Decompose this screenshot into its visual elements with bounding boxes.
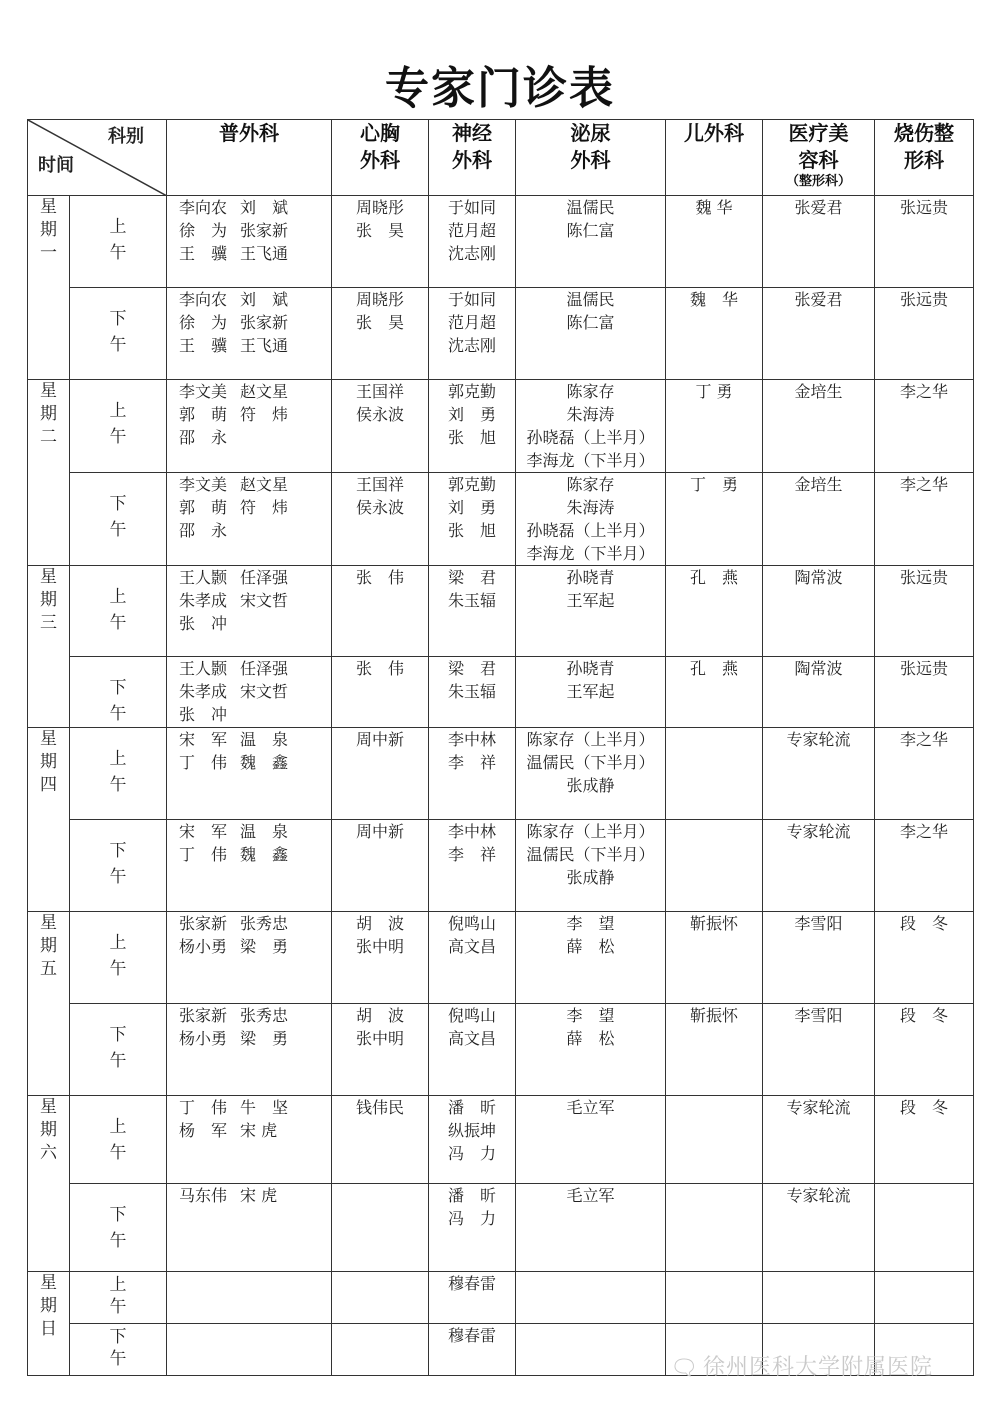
doctor-names: 金培生 xyxy=(794,382,843,401)
doctor-names: 倪鸣山 高文昌 xyxy=(447,1006,496,1048)
doctor-cell-burn xyxy=(875,196,974,288)
doctor-cell-ped xyxy=(666,912,763,1004)
weekday-cell xyxy=(28,196,70,380)
half-day-label: 上午 xyxy=(109,1117,127,1163)
weekday-cell xyxy=(28,566,70,728)
doctor-cell-burn xyxy=(875,1272,974,1324)
doctor-cell-cos xyxy=(763,473,875,566)
watermark xyxy=(670,1350,933,1381)
half-day-cell xyxy=(70,473,167,566)
doctor-names: 张 伟 xyxy=(355,659,404,678)
doctor-cell-neuro xyxy=(429,912,516,1004)
department-name-line2: 外科 xyxy=(452,148,492,172)
doctor-cell-uro xyxy=(516,1272,666,1324)
doctor-cell-burn xyxy=(875,473,974,566)
session-row xyxy=(28,1184,974,1272)
doctor-names: 于如同 范月超 沈志刚 xyxy=(447,198,496,263)
doctor-cell-chest xyxy=(332,473,429,566)
department-name-line1: 神经 xyxy=(452,121,492,145)
header-corner xyxy=(28,120,167,196)
doctor-cell-gen xyxy=(167,196,332,288)
department-name-line2: 外科 xyxy=(360,148,400,172)
doctor-cell-neuro xyxy=(429,657,516,728)
doctor-names: 专家轮流 xyxy=(786,1186,851,1205)
doctor-names: 温儒民 陈仁富 xyxy=(566,290,615,332)
doctor-names: 李文美 赵文星 郭 萌 符 炜 邵 永 xyxy=(179,475,289,540)
doctor-names: 陈家存（上半月） 温儒民（下半月） 张成静 xyxy=(526,822,655,887)
doctor-names: 李 望 薛 松 xyxy=(566,914,615,956)
doctor-names: 周中新 xyxy=(355,730,404,749)
doctor-names: 李文美 赵文星 郭 萌 符 炜 邵 永 xyxy=(179,382,289,447)
doctor-cell-gen xyxy=(167,912,332,1004)
doctor-names: 魏 华 xyxy=(689,290,738,309)
half-day-cell xyxy=(70,1272,167,1324)
half-day-label: 下午 xyxy=(109,678,127,724)
weekday-cell xyxy=(28,912,70,1096)
doctor-cell-burn xyxy=(875,566,974,657)
doctor-cell-burn xyxy=(875,1004,974,1096)
half-day-cell xyxy=(70,566,167,657)
doctor-names: 陈家存（上半月） 温儒民（下半月） 张成静 xyxy=(526,730,655,795)
doctor-cell-ped xyxy=(666,657,763,728)
half-day-cell xyxy=(70,912,167,1004)
doctor-cell-chest xyxy=(332,728,429,820)
doctor-cell-cos xyxy=(763,566,875,657)
department-name-line1: 心胸 xyxy=(360,121,400,145)
session-row xyxy=(28,657,974,728)
doctor-names: 王国祥 侯永波 xyxy=(355,382,404,424)
doctor-cell-ped xyxy=(666,1004,763,1096)
doctor-cell-gen xyxy=(167,380,332,473)
doctor-cell-uro xyxy=(516,912,666,1004)
session-row xyxy=(28,473,974,566)
half-day-label: 下午 xyxy=(109,1205,127,1251)
doctor-names: 李之华 xyxy=(899,382,948,401)
doctor-cell-burn xyxy=(875,1096,974,1184)
doctor-names: 张家新 张秀忠 杨小勇 梁 勇 xyxy=(179,914,289,956)
doctor-names: 穆春雷 xyxy=(447,1326,496,1345)
doctor-cell-gen xyxy=(167,820,332,912)
session-row xyxy=(28,566,974,657)
doctor-names: 专家轮流 xyxy=(786,1098,851,1117)
corner-label-time: 时间 xyxy=(38,155,74,176)
department-header-4 xyxy=(666,120,763,196)
doctor-names: 李雪阳 xyxy=(794,914,843,933)
session-row xyxy=(28,820,974,912)
doctor-names: 郭克勤 刘 勇 张 旭 xyxy=(447,475,496,540)
department-name-line1: 医疗美 xyxy=(788,121,849,145)
doctor-cell-ped xyxy=(666,196,763,288)
doctor-cell-chest xyxy=(332,1324,429,1376)
doctor-cell-uro xyxy=(516,728,666,820)
doctor-names: 丁 勇 xyxy=(689,475,738,494)
weekday-label: 星期日 xyxy=(40,1273,57,1339)
half-day-cell xyxy=(70,1184,167,1272)
doctor-names: 孙晓青 王军起 xyxy=(566,568,615,610)
doctor-names: 胡 波 张中明 xyxy=(355,914,404,956)
doctor-cell-neuro xyxy=(429,1272,516,1324)
doctor-names: 穆春雷 xyxy=(447,1274,496,1293)
doctor-cell-burn xyxy=(875,380,974,473)
doctor-cell-uro xyxy=(516,1324,666,1376)
doctor-cell-cos xyxy=(763,288,875,380)
doctor-names: 孙晓青 王军起 xyxy=(566,659,615,701)
doctor-cell-uro xyxy=(516,1184,666,1272)
doctor-names: 张 伟 xyxy=(355,568,404,587)
doctor-names: 李 望 薛 松 xyxy=(566,1006,615,1048)
schedule-body xyxy=(28,196,974,1376)
doctor-names: 王人颢 任泽强 朱孝成 宋文哲 张 冲 xyxy=(179,659,289,724)
weekday-label: 星期二 xyxy=(40,381,57,447)
doctor-cell-neuro xyxy=(429,473,516,566)
half-day-label: 上午 xyxy=(109,1275,127,1317)
session-row xyxy=(28,912,974,1004)
doctor-cell-cos xyxy=(763,1184,875,1272)
doctor-names: 张爱君 xyxy=(794,198,843,217)
doctor-names: 陶常波 xyxy=(794,568,843,587)
half-day-cell xyxy=(70,1096,167,1184)
doctor-cell-cos xyxy=(763,657,875,728)
doctor-names: 金培生 xyxy=(794,475,843,494)
weekday-cell xyxy=(28,1096,70,1272)
doctor-cell-ped xyxy=(666,1184,763,1272)
doctor-names: 孔 燕 xyxy=(689,568,738,587)
doctor-cell-chest xyxy=(332,196,429,288)
half-day-label: 上午 xyxy=(109,217,127,263)
doctor-cell-neuro xyxy=(429,1004,516,1096)
half-day-label: 上午 xyxy=(109,401,127,447)
doctor-cell-uro xyxy=(516,566,666,657)
doctor-names: 张远贵 xyxy=(899,290,948,309)
weekday-label: 星期五 xyxy=(40,913,57,979)
watermark-text: 徐州医科大学附属医院 xyxy=(702,1355,933,1380)
doctor-names: 毛立军 xyxy=(566,1186,615,1205)
page-title: 专家门诊表 xyxy=(385,63,615,114)
half-day-cell xyxy=(70,657,167,728)
doctor-cell-gen xyxy=(167,1096,332,1184)
doctor-cell-chest xyxy=(332,1272,429,1324)
doctor-cell-burn xyxy=(875,1184,974,1272)
department-header-5 xyxy=(763,120,875,196)
doctor-names: 倪鸣山 高文昌 xyxy=(447,914,496,956)
doctor-names: 张远贵 xyxy=(899,198,948,217)
session-row xyxy=(28,196,974,288)
doctor-cell-ped xyxy=(666,380,763,473)
doctor-names: 潘 昕 纵振坤 冯 力 xyxy=(447,1098,496,1163)
doctor-names: 周中新 xyxy=(355,822,404,841)
doctor-cell-uro xyxy=(516,196,666,288)
doctor-names: 陶常波 xyxy=(794,659,843,678)
doctor-cell-neuro xyxy=(429,1324,516,1376)
doctor-cell-chest xyxy=(332,820,429,912)
doctor-cell-neuro xyxy=(429,728,516,820)
doctor-cell-ped xyxy=(666,473,763,566)
doctor-names: 靳振怀 xyxy=(689,914,738,933)
doctor-cell-burn xyxy=(875,728,974,820)
doctor-names: 李之华 xyxy=(899,730,948,749)
session-row xyxy=(28,1272,974,1324)
half-day-label: 下午 xyxy=(109,1025,127,1071)
doctor-cell-chest xyxy=(332,566,429,657)
doctor-names: 周晓彤 张 昊 xyxy=(355,290,404,332)
doctor-names: 李雪阳 xyxy=(794,1006,843,1025)
doctor-cell-neuro xyxy=(429,566,516,657)
doctor-cell-gen xyxy=(167,1272,332,1324)
doctor-cell-neuro xyxy=(429,288,516,380)
weekday-cell xyxy=(28,1272,70,1376)
doctor-names: 专家轮流 xyxy=(786,730,851,749)
doctor-cell-cos xyxy=(763,1272,875,1324)
doctor-names: 张远贵 xyxy=(899,568,948,587)
doctor-cell-uro xyxy=(516,657,666,728)
doctor-names: 丁 伟 牛 坚 杨 军 宋 虎 xyxy=(179,1098,289,1140)
doctor-cell-neuro xyxy=(429,196,516,288)
weekday-label: 星期四 xyxy=(40,729,57,795)
doctor-names: 王人颢 任泽强 朱孝成 宋文哲 张 冲 xyxy=(179,568,289,633)
doctor-cell-cos xyxy=(763,912,875,1004)
doctor-cell-chest xyxy=(332,912,429,1004)
department-name-line1: 儿外科 xyxy=(684,121,744,145)
doctor-names: 李之华 xyxy=(899,822,948,841)
doctor-names: 于如同 范月超 沈志刚 xyxy=(447,290,496,355)
session-row xyxy=(28,380,974,473)
doctor-names: 段 冬 xyxy=(899,1098,948,1117)
doctor-names: 宋 军 温 泉 丁 伟 魏 鑫 xyxy=(179,730,289,772)
doctor-names: 毛立军 xyxy=(566,1098,615,1117)
department-name-line1: 泌尿 xyxy=(570,121,611,145)
department-name-line2: 容科 xyxy=(798,148,839,172)
doctor-cell-chest xyxy=(332,380,429,473)
doctor-cell-uro xyxy=(516,1096,666,1184)
doctor-cell-burn xyxy=(875,912,974,1004)
half-day-cell xyxy=(70,1004,167,1096)
weekday-label: 星期一 xyxy=(40,197,57,263)
half-day-label: 上午 xyxy=(109,587,127,633)
doctor-cell-ped xyxy=(666,820,763,912)
doctor-names: 丁 勇 xyxy=(695,382,733,401)
doctor-cell-burn xyxy=(875,820,974,912)
session-row xyxy=(28,288,974,380)
doctor-names: 靳振怀 xyxy=(689,1006,738,1025)
department-name-line2: 形科 xyxy=(904,148,944,172)
doctor-names: 李中林 李 祥 xyxy=(447,822,496,864)
doctor-names: 陈家存 朱海涛 孙晓磊（上半月） 李海龙（下半月） xyxy=(526,475,655,563)
doctor-names: 张远贵 xyxy=(899,659,948,678)
department-header-1 xyxy=(332,120,429,196)
half-day-label: 上午 xyxy=(109,933,127,979)
doctor-cell-chest xyxy=(332,657,429,728)
doctor-cell-neuro xyxy=(429,1096,516,1184)
department-header-0 xyxy=(167,120,332,196)
doctor-names: 张爱君 xyxy=(794,290,843,309)
weekday-cell xyxy=(28,728,70,912)
half-day-cell xyxy=(70,288,167,380)
weekday-cell xyxy=(28,380,70,566)
doctor-cell-gen xyxy=(167,566,332,657)
session-row xyxy=(28,728,974,820)
doctor-names: 魏 华 xyxy=(695,198,733,217)
doctor-names: 李中林 李 祥 xyxy=(447,730,496,772)
doctor-cell-chest xyxy=(332,1184,429,1272)
doctor-cell-gen xyxy=(167,1184,332,1272)
doctor-cell-uro xyxy=(516,820,666,912)
doctor-cell-neuro xyxy=(429,380,516,473)
doctor-cell-gen xyxy=(167,288,332,380)
doctor-cell-gen xyxy=(167,657,332,728)
doctor-names: 李之华 xyxy=(899,475,948,494)
doctor-cell-ped xyxy=(666,566,763,657)
doctor-cell-ped xyxy=(666,1096,763,1184)
department-header-2 xyxy=(429,120,516,196)
wechat-icon: 🗨 xyxy=(670,1356,699,1381)
doctor-names: 周晓彤 张 昊 xyxy=(355,198,404,240)
doctor-cell-ped xyxy=(666,728,763,820)
department-name-line2: 外科 xyxy=(570,148,611,172)
half-day-cell xyxy=(70,820,167,912)
doctor-cell-ped xyxy=(666,288,763,380)
department-header-6 xyxy=(875,120,974,196)
half-day-cell xyxy=(70,380,167,473)
doctor-names: 宋 军 温 泉 丁 伟 魏 鑫 xyxy=(179,822,289,864)
doctor-names: 钱伟民 xyxy=(355,1098,404,1117)
doctor-names: 李向农 刘 斌 徐 为 张家新 王 骥 王飞通 xyxy=(179,198,289,263)
half-day-label: 上午 xyxy=(109,749,127,795)
department-name-line1: 烧伤整 xyxy=(894,121,954,145)
half-day-label: 下午 xyxy=(109,841,127,887)
doctor-cell-gen xyxy=(167,1004,332,1096)
doctor-names: 胡 波 张中明 xyxy=(355,1006,404,1048)
doctor-cell-cos xyxy=(763,380,875,473)
doctor-cell-cos xyxy=(763,820,875,912)
doctor-cell-chest xyxy=(332,1004,429,1096)
doctor-cell-uro xyxy=(516,288,666,380)
doctor-names: 郭克勤 刘 勇 张 旭 xyxy=(447,382,496,447)
session-row xyxy=(28,1096,974,1184)
doctor-names: 专家轮流 xyxy=(786,822,851,841)
half-day-cell xyxy=(70,728,167,820)
department-subtitle: （整形科） xyxy=(785,174,851,189)
doctor-names: 李向农 刘 斌 徐 为 张家新 王 骥 王飞通 xyxy=(179,290,289,355)
doctor-cell-burn xyxy=(875,657,974,728)
doctor-names: 段 冬 xyxy=(899,914,948,933)
doctor-cell-burn xyxy=(875,288,974,380)
doctor-names: 温儒民 陈仁富 xyxy=(566,198,615,240)
doctor-cell-gen xyxy=(167,1324,332,1376)
half-day-label: 下午 xyxy=(109,1327,127,1369)
doctor-cell-uro xyxy=(516,380,666,473)
doctor-cell-cos xyxy=(763,1096,875,1184)
doctor-cell-chest xyxy=(332,1096,429,1184)
doctor-cell-cos xyxy=(763,196,875,288)
doctor-names: 潘 昕 冯 力 xyxy=(447,1186,496,1228)
doctor-names: 孔 燕 xyxy=(689,659,738,678)
half-day-cell xyxy=(70,196,167,288)
half-day-label: 下午 xyxy=(109,494,127,540)
doctor-cell-neuro xyxy=(429,820,516,912)
weekday-label: 星期六 xyxy=(40,1097,57,1163)
doctor-cell-gen xyxy=(167,728,332,820)
doctor-cell-cos xyxy=(763,1004,875,1096)
doctor-names: 马东伟 宋 虎 xyxy=(179,1186,278,1205)
doctor-cell-chest xyxy=(332,288,429,380)
half-day-label: 下午 xyxy=(109,309,127,355)
doctor-names: 陈家存 朱海涛 孙晓磊（上半月） 李海龙（下半月） xyxy=(526,382,655,470)
doctor-cell-neuro xyxy=(429,1184,516,1272)
doctor-names: 段 冬 xyxy=(899,1006,948,1025)
doctor-names: 梁 君 朱玉辐 xyxy=(447,568,496,610)
department-header-3 xyxy=(516,120,666,196)
doctor-cell-cos xyxy=(763,728,875,820)
doctor-cell-gen xyxy=(167,473,332,566)
department-name-line1: 普外科 xyxy=(219,121,279,145)
schedule-table xyxy=(27,119,974,1376)
corner-label-department: 科别 xyxy=(108,126,144,147)
half-day-cell xyxy=(70,1324,167,1376)
doctor-names: 梁 君 朱玉辐 xyxy=(447,659,496,701)
doctor-cell-uro xyxy=(516,1004,666,1096)
doctor-names: 张家新 张秀忠 杨小勇 梁 勇 xyxy=(179,1006,289,1048)
session-row xyxy=(28,1004,974,1096)
doctor-cell-ped xyxy=(666,1272,763,1324)
doctor-names: 王国祥 侯永波 xyxy=(355,475,404,517)
doctor-cell-uro xyxy=(516,473,666,566)
weekday-label: 星期三 xyxy=(40,567,57,633)
